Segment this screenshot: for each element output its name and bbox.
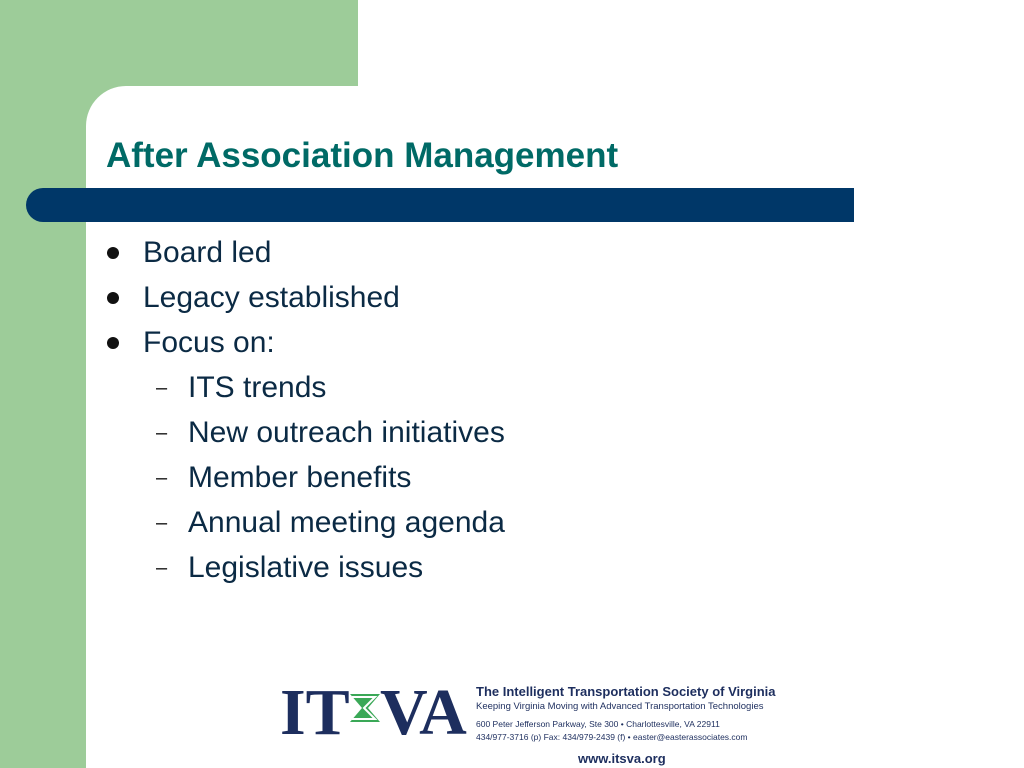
sub-bullet-text: Annual meeting agenda [188,506,505,539]
bullet-dot-icon [107,247,119,259]
logo-s-chevron-icon [350,694,380,722]
title-underline-bar [26,188,854,222]
logo-tagline: Keeping Virginia Moving with Advanced Transportation Technologies [476,701,764,712]
logo-wordmark-right: VA [380,678,467,740]
dash-icon: – [156,512,168,534]
bullet-text: Legacy established [143,281,400,314]
sub-bullet-text: New outreach initiatives [188,416,505,449]
sub-bullet-text: ITS trends [188,371,327,404]
logo-text-block [476,684,776,744]
dash-icon: – [156,377,168,399]
itsva-logo [280,678,800,768]
bullet-dot-icon [107,337,119,349]
logo-website: www.itsva.org [578,751,666,766]
slide-title: After Association Management [106,136,619,175]
bullet-text: Board led [143,236,272,269]
itsva-wordmark-logo [280,678,472,740]
logo-wordmark-left: IT [280,678,350,740]
logo-contact: 434/977-3716 (p) Fax: 434/979-2439 (f) • easter@easterassociates.com [476,732,748,742]
sub-bullet-text: Legislative issues [188,551,424,584]
bullet-dot-icon [107,292,119,304]
sub-bullet-text: Member benefits [188,461,412,494]
logo-org-name: The Intelligent Transportation Society of Virginia [476,684,776,699]
logo-address: 600 Peter Jefferson Parkway, Ste 300 • Charlottesville, VA 22911 [476,719,720,729]
dash-icon: – [156,557,168,579]
dash-icon: – [156,422,168,444]
bullet-text: Focus on: [143,326,275,359]
dash-icon: – [156,467,168,489]
